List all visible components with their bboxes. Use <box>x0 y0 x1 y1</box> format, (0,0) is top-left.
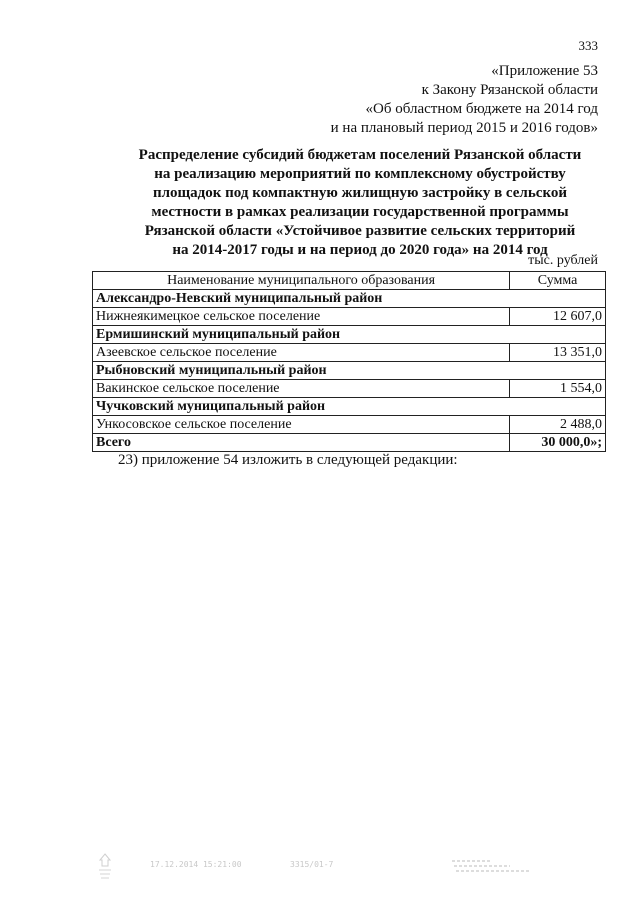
district-row <box>93 326 606 344</box>
settlement-name: Азеевское сельское поселение <box>93 344 510 362</box>
stamp-code: 3315/01-7 <box>290 860 334 869</box>
stamp-logo-icon <box>96 852 114 882</box>
appendix-line: «Об областном бюджете на 2014 год <box>365 101 598 117</box>
units-label: тыс. рублей <box>528 253 598 268</box>
appendix-line: «Приложение 53 <box>491 63 598 79</box>
title-line: на реализацию мероприятий по комплексному обустройству <box>154 166 566 182</box>
district-name: Рыбновский муниципальный район <box>93 362 606 380</box>
page-number: 333 <box>578 38 598 53</box>
title-line: местности в рамках реализации государственной программы <box>151 204 569 220</box>
district-row <box>93 398 606 416</box>
settlement-amount: 1 554,0 <box>510 380 606 398</box>
settlement-name: Нижнеякимецкое сельское поселение <box>93 308 510 326</box>
appendix-line: и на плановый период 2015 и 2016 годов» <box>330 120 598 136</box>
title-line: Распределение субсидий бюджетам поселений Рязанской области <box>138 147 582 163</box>
total-amount: 30 000,0»; <box>510 434 606 452</box>
district-name: Ермишинский муниципальный район <box>93 326 606 344</box>
header-sum: Сумма <box>510 272 606 290</box>
table-row <box>93 380 606 398</box>
table-row <box>93 308 606 326</box>
district-row <box>93 290 606 308</box>
stamp-smudge-icon <box>450 856 540 874</box>
district-name: Александро-Невский муниципальный район <box>93 290 606 308</box>
next-item-text: 23) приложение 54 изложить в следующей редакции: <box>118 452 458 468</box>
stamp-datetime: 17.12.2014 15:21:00 <box>150 860 242 869</box>
settlement-amount: 12 607,0 <box>510 308 606 326</box>
district-name: Чучковский муниципальный район <box>93 398 606 416</box>
district-row <box>93 362 606 380</box>
title-line: Рязанской области «Устойчивое развитие сельских территорий <box>144 223 576 239</box>
table-row <box>93 416 606 434</box>
document-title <box>120 146 600 260</box>
table-row <box>93 344 606 362</box>
settlement-name: Вакинское сельское поселение <box>93 380 510 398</box>
table-header-row <box>93 272 606 290</box>
title-line: на 2014-2017 годы и на период до 2020 года» на 2014 год <box>172 242 548 258</box>
settlement-amount: 13 351,0 <box>510 344 606 362</box>
header-name: Наименование муниципального образования <box>93 272 510 290</box>
total-label: Всего <box>93 434 510 452</box>
title-line: площадок под компактную жилищную застройку в сельской <box>152 185 568 201</box>
settlement-amount: 2 488,0 <box>510 416 606 434</box>
subsidy-table <box>92 271 606 452</box>
total-row <box>93 434 606 452</box>
appendix-header <box>331 62 598 138</box>
settlement-name: Ункосовское сельское поселение <box>93 416 510 434</box>
appendix-line: к Закону Рязанской области <box>421 82 598 98</box>
footer-stamp <box>90 852 570 892</box>
